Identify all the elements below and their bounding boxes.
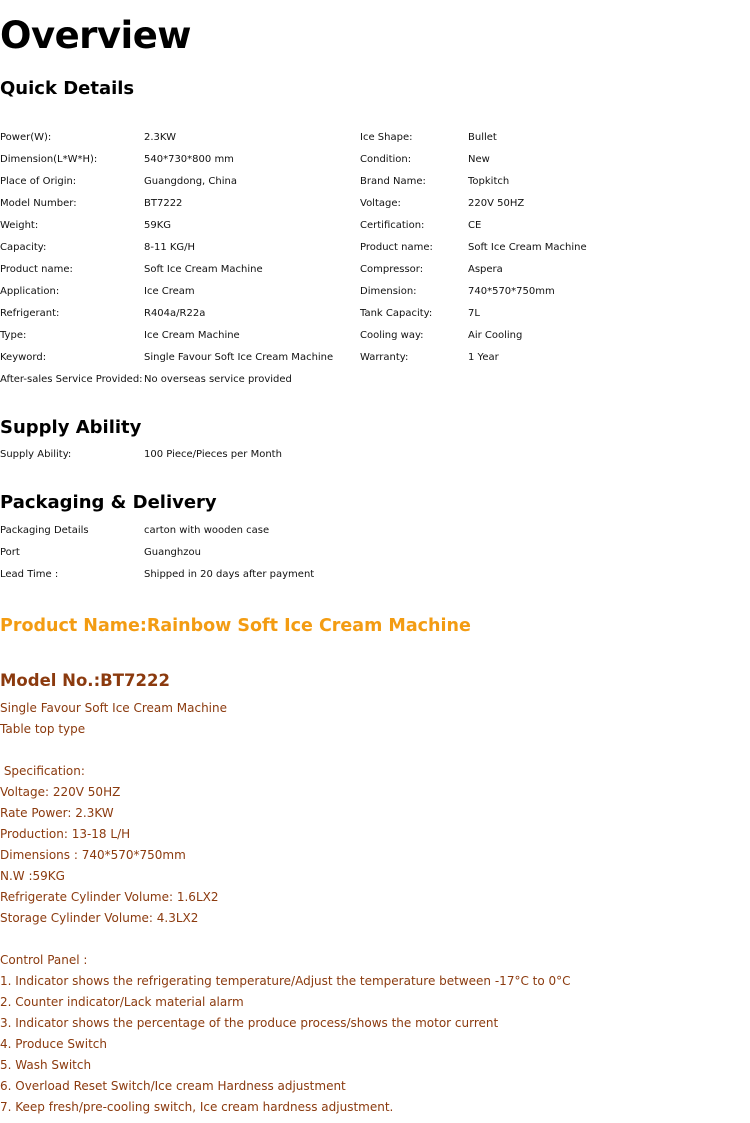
detail-label: Lead Time : bbox=[0, 569, 59, 580]
detail-value: 100 Piece/Pieces per Month bbox=[144, 449, 282, 460]
detail-label: Packaging Details bbox=[0, 525, 89, 536]
detail-value: Soft Ice Cream Machine bbox=[144, 264, 263, 275]
description-line: Rate Power: 2.3KW bbox=[0, 806, 114, 820]
detail-label: Port bbox=[0, 547, 20, 558]
detail-label: Brand Name: bbox=[360, 176, 426, 187]
detail-label: Model Number: bbox=[0, 198, 77, 209]
description-line: 2. Counter indicator/Lack material alarm bbox=[0, 995, 244, 1009]
detail-value: Ice Cream bbox=[144, 286, 195, 297]
description-line: Single Favour Soft Ice Cream Machine bbox=[0, 701, 228, 715]
detail-value: Ice Cream Machine bbox=[144, 330, 240, 341]
detail-value: Topkitch bbox=[468, 176, 510, 187]
description-line: 1. Indicator shows the refrigerating temperature/Adjust the temperature between -17°C to 0°C bbox=[0, 974, 571, 988]
description-line: Production: 13-18 L/H bbox=[0, 827, 131, 841]
detail-value: BT7222 bbox=[144, 198, 183, 209]
detail-value: Shipped in 20 days after payment bbox=[144, 569, 315, 580]
detail-label: Dimension: bbox=[360, 286, 417, 297]
detail-value: 220V 50HZ bbox=[468, 198, 525, 209]
detail-value: Soft Ice Cream Machine bbox=[468, 242, 587, 253]
detail-value: 8-11 KG/H bbox=[144, 242, 196, 253]
detail-label: Capacity: bbox=[0, 242, 47, 253]
detail-label: Warranty: bbox=[360, 352, 409, 363]
detail-label: Weight: bbox=[0, 220, 39, 231]
description-line: Specification: bbox=[0, 764, 85, 778]
detail-label: Ice Shape: bbox=[360, 132, 413, 143]
description-line: N.W :59KG bbox=[0, 869, 65, 883]
detail-label: After-sales Service Provided: bbox=[0, 374, 143, 385]
detail-value: 59KG bbox=[144, 220, 172, 231]
detail-value: 1 Year bbox=[468, 352, 499, 363]
model-number-heading: Model No.:BT7222 bbox=[0, 671, 170, 690]
detail-label: Type: bbox=[0, 330, 27, 341]
detail-label: Dimension(L*W*H): bbox=[0, 154, 98, 165]
detail-value: carton with wooden case bbox=[144, 525, 270, 536]
detail-label: Tank Capacity: bbox=[360, 308, 433, 319]
description-line: Storage Cylinder Volume: 4.3LX2 bbox=[0, 911, 199, 925]
detail-label: Refrigerant: bbox=[0, 308, 60, 319]
detail-label: Cooling way: bbox=[360, 330, 424, 341]
detail-value: Aspera bbox=[468, 264, 503, 275]
description-line: 6. Overload Reset Switch/Ice cream Hardness adjustment bbox=[0, 1079, 346, 1093]
description-line: Table top type bbox=[0, 722, 86, 736]
detail-value: No overseas service provided bbox=[144, 374, 292, 385]
detail-label: Certification: bbox=[360, 220, 425, 231]
description-line: 5. Wash Switch bbox=[0, 1058, 92, 1072]
description-line: Voltage: 220V 50HZ bbox=[0, 785, 121, 799]
detail-label: Place of Origin: bbox=[0, 176, 77, 187]
detail-value: New bbox=[468, 154, 490, 165]
product-name-heading: Product Name:Rainbow Soft Ice Cream Machine bbox=[0, 616, 471, 636]
quick-details-heading: Quick Details bbox=[0, 78, 135, 99]
detail-value: R404a/R22a bbox=[144, 308, 206, 319]
detail-value: Single Favour Soft Ice Cream Machine bbox=[144, 352, 334, 363]
detail-label: Product name: bbox=[360, 242, 433, 253]
detail-label: Condition: bbox=[360, 154, 412, 165]
supply-ability-heading: Supply Ability bbox=[0, 417, 142, 438]
detail-label: Keyword: bbox=[0, 352, 47, 363]
description-line: Control Panel : bbox=[0, 953, 88, 967]
description-line: 3. Indicator shows the percentage of the produce process/shows the motor current bbox=[0, 1016, 499, 1030]
description-line: Dimensions : 740*570*750mm bbox=[0, 848, 186, 862]
packaging-delivery-heading: Packaging & Delivery bbox=[0, 492, 217, 513]
detail-label: Voltage: bbox=[360, 198, 401, 209]
detail-label: Power(W): bbox=[0, 132, 52, 143]
detail-value: Guangdong, China bbox=[144, 176, 237, 187]
detail-label: Compressor: bbox=[360, 264, 424, 275]
detail-value: 540*730*800 mm bbox=[144, 154, 234, 165]
detail-label: Application: bbox=[0, 286, 60, 297]
detail-label: Supply Ability: bbox=[0, 449, 72, 460]
detail-label: Product name: bbox=[0, 264, 73, 275]
description-line: 4. Produce Switch bbox=[0, 1037, 107, 1051]
detail-value: Guanghzou bbox=[144, 547, 201, 558]
description-line: 7. Keep fresh/pre-cooling switch, Ice cream hardness adjustment. bbox=[0, 1100, 394, 1114]
detail-value: CE bbox=[468, 220, 482, 231]
detail-value: Air Cooling bbox=[468, 330, 523, 341]
description-line: Refrigerate Cylinder Volume: 1.6LX2 bbox=[0, 890, 219, 904]
detail-value: 7L bbox=[468, 308, 480, 319]
detail-value: Bullet bbox=[468, 132, 497, 143]
detail-value: 2.3KW bbox=[144, 132, 176, 143]
page-title: Overview bbox=[0, 14, 191, 57]
detail-value: 740*570*750mm bbox=[468, 286, 555, 297]
